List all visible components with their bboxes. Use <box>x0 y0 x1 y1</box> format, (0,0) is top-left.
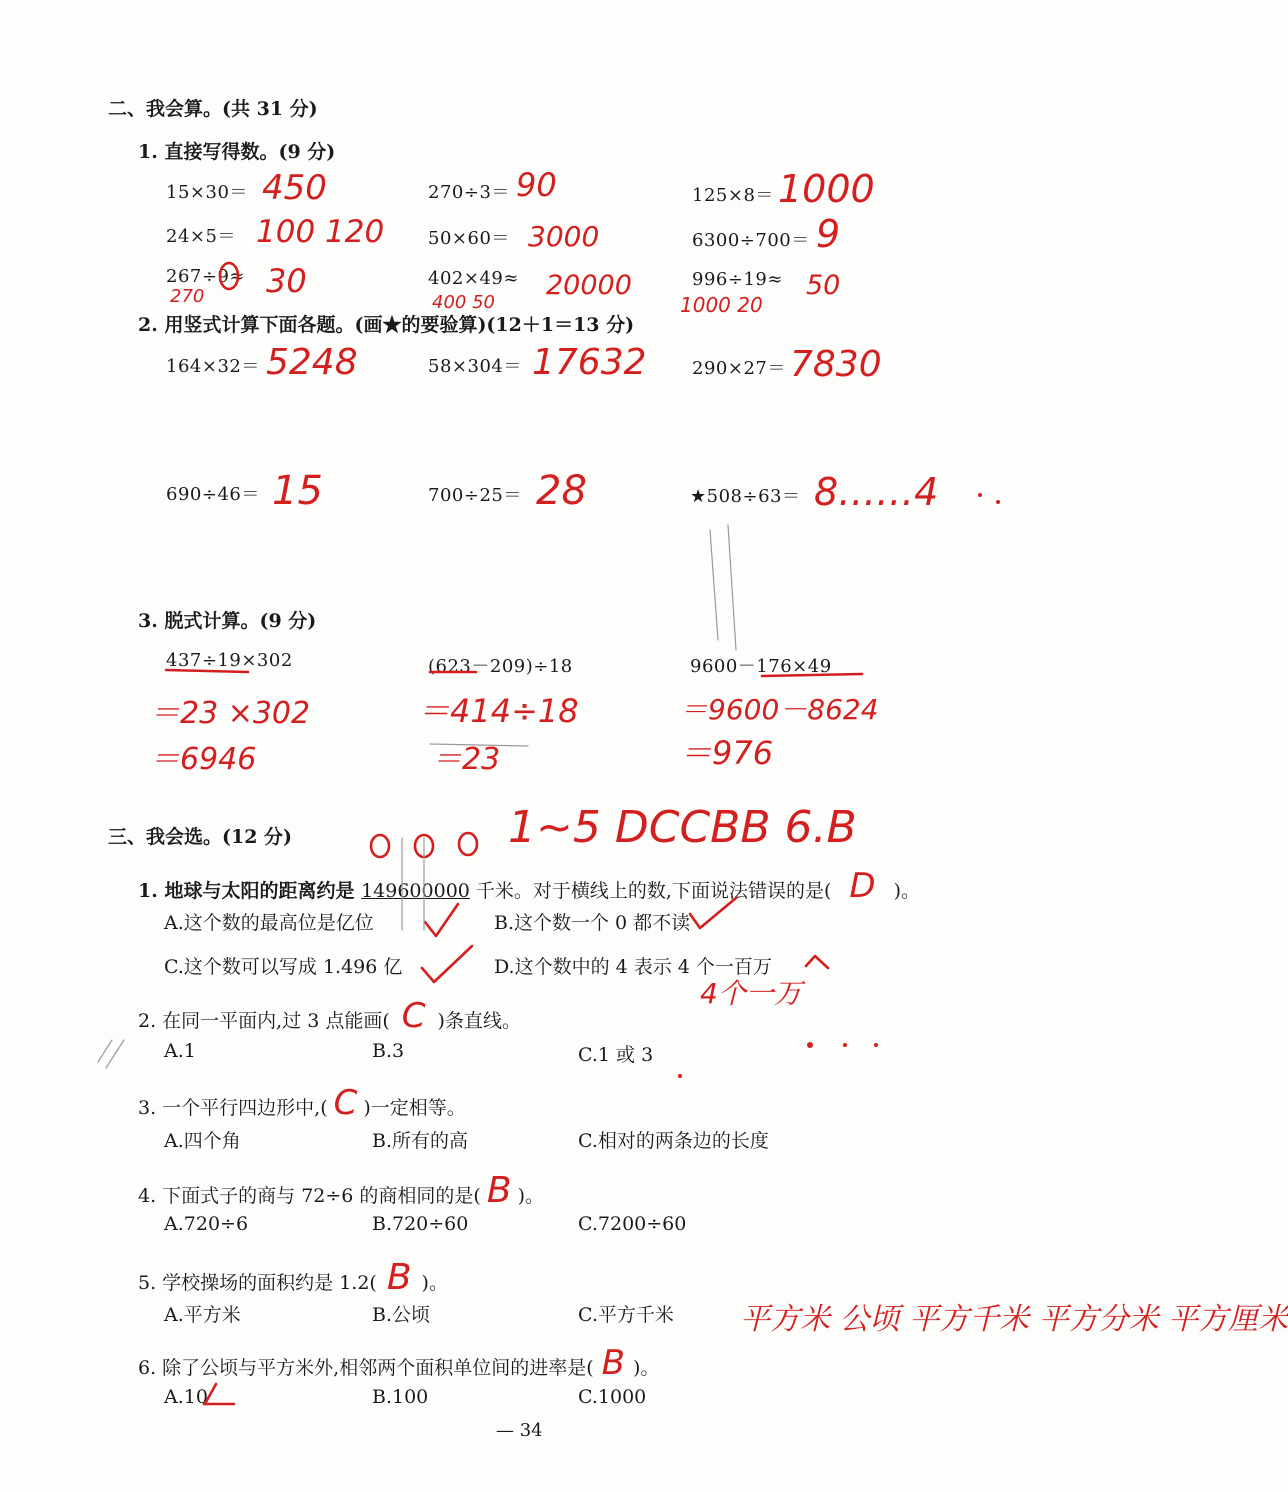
expression: 50×60＝ <box>428 228 510 249</box>
expression: 9600－176×49 <box>690 656 832 677</box>
choice-question: 5. 学校操场的面积约是 1.2( B )。 <box>138 1257 448 1298</box>
handwritten-note: 平方米 公顷 平方千米 平方分米 平方厘米 <box>740 1302 1288 1337</box>
choice-question: 4. 下面式子的商与 72÷6 的商相同的是( B )。 <box>138 1170 544 1211</box>
option: B.720÷60 <box>372 1213 469 1235</box>
option: C.这个数可以写成 1.496 亿 <box>164 956 403 978</box>
handwritten-answer: 7830 <box>790 344 882 385</box>
handwritten-answer: 30 <box>266 262 307 300</box>
page-number: — 34 <box>496 1420 543 1441</box>
pencil-line <box>98 1040 112 1062</box>
handwritten-step: ＝976 <box>680 734 774 772</box>
handwritten-note: 4个一万 <box>700 977 802 1010</box>
handwritten-choice: C <box>333 1083 358 1123</box>
handwritten-answer: 50 <box>806 270 841 301</box>
question-3-title: 3. 脱式计算。(9 分) <box>138 610 317 632</box>
expression: 6300÷700＝ <box>692 230 810 251</box>
option: B.3 <box>372 1040 405 1062</box>
handwritten-answer: 15 <box>272 468 323 514</box>
option: A.四个角 <box>164 1130 241 1152</box>
handwritten-note: 270 <box>170 286 205 307</box>
expression: 58×304＝ <box>428 356 522 377</box>
option: B.这个数一个 0 都不读 <box>494 912 691 934</box>
expression: 15×30＝ <box>166 182 248 203</box>
ink-dot <box>807 1042 813 1048</box>
option: B.公顷 <box>372 1304 431 1326</box>
caret-mark <box>806 956 828 968</box>
handwritten-answer: 100 120 <box>256 214 385 250</box>
ink-dot <box>978 493 982 497</box>
handwritten-step: ＝6946 <box>150 742 257 777</box>
handwritten-answer: 5248 <box>266 342 358 383</box>
option: A.1 <box>164 1040 196 1062</box>
expression: 996÷19≈ <box>692 269 783 290</box>
option: A.这个数的最高位是亿位 <box>164 912 374 934</box>
expression: 164×32＝ <box>166 356 260 377</box>
expression: 267÷9≈ <box>166 266 245 287</box>
choice-question: 6. 除了公顷与平方米外,相邻两个面积单位间的进率是( B )。 <box>138 1343 660 1383</box>
handwritten-answer: 1000 <box>778 167 875 211</box>
handwritten-choice: B <box>486 1170 512 1211</box>
pencil-line <box>106 1040 124 1068</box>
circle-mark <box>459 833 477 855</box>
section-2-title: 二、我会算。(共 31 分) <box>108 98 318 120</box>
handwritten-answer: 28 <box>536 468 587 514</box>
expression: 125×8＝ <box>692 185 774 206</box>
handwritten-step: ＝9600－8624 <box>680 693 879 726</box>
handwritten-note: 400 50 <box>432 292 495 313</box>
handwritten-step: ＝414÷18 <box>418 692 579 730</box>
check-mark <box>425 904 458 936</box>
handwritten-answer: 3000 <box>528 220 600 253</box>
option: A.平方米 <box>164 1304 241 1326</box>
handwritten-answer: 20000 <box>546 270 632 301</box>
handwritten-answer: 9 <box>816 212 841 256</box>
handwritten-answer: 17632 <box>532 342 647 383</box>
handwritten-answer: 8……4 <box>814 470 939 514</box>
option: A.720÷6 <box>164 1213 249 1235</box>
expression: 437÷19×302 <box>166 650 293 671</box>
option: B.所有的高 <box>372 1130 469 1152</box>
option: B.100 <box>372 1386 429 1408</box>
handwritten-answer-key: 1~5 DCCBB 6.B <box>508 802 857 853</box>
ink-dot <box>843 1043 847 1047</box>
expression: 700÷25＝ <box>428 485 522 506</box>
check-mark <box>204 1384 234 1404</box>
handwritten-step: ＝23 <box>432 742 501 777</box>
pencil-line <box>728 525 736 650</box>
ink-dot <box>996 500 1000 504</box>
section-3-title: 三、我会选。(12 分) <box>108 826 293 848</box>
handwritten-choice: B <box>386 1257 412 1298</box>
expression: 690÷46＝ <box>166 484 260 505</box>
circle-mark <box>371 835 389 857</box>
option: C.1000 <box>578 1386 647 1408</box>
expression: 24×5＝ <box>166 226 236 247</box>
handwritten-answer: 90 <box>516 166 557 204</box>
ink-dot <box>678 1074 682 1078</box>
check-mark <box>422 946 472 982</box>
pencil-line <box>710 530 718 640</box>
choice-question: 2. 在同一平面内,过 3 点能画( C )条直线。 <box>138 996 521 1036</box>
choice-question: 1. 地球与太阳的距离约是 149600000 千米。对于横线上的数,下面说法错误的是( D )。 <box>138 866 920 906</box>
question-2-title: 2. 用竖式计算下面各题。(画★的要验算)(12＋1＝13 分) <box>138 314 635 336</box>
handwritten-choice: C <box>401 996 426 1036</box>
choice-question: 3. 一个平行四边形中,( C )一定相等。 <box>138 1083 466 1123</box>
question-1-title: 1. 直接写得数。(9 分) <box>138 141 336 163</box>
handwritten-answer: 450 <box>262 168 327 208</box>
ink-dot <box>874 1043 878 1047</box>
expression: 290×27＝ <box>692 358 786 379</box>
expression: 402×49≈ <box>428 268 519 289</box>
handwritten-choice: B <box>601 1343 625 1383</box>
expression: 270÷3＝ <box>428 182 510 203</box>
option: D.这个数中的 4 表示 4 个一百万 <box>494 956 772 978</box>
option: C.1 或 3 <box>578 1044 654 1066</box>
handwritten-choice: D <box>849 866 876 906</box>
option: C.7200÷60 <box>578 1213 687 1235</box>
expression: (623－209)÷18 <box>428 656 573 677</box>
expression: ★508÷63＝ <box>690 486 801 507</box>
handwritten-note: 1000 20 <box>680 293 763 317</box>
handwritten-step: ＝23 ×302 <box>150 696 311 731</box>
option: C.相对的两条边的长度 <box>578 1130 769 1152</box>
circle-mark <box>415 835 433 857</box>
option: C.平方千米 <box>578 1304 674 1326</box>
option: A.10 <box>164 1386 208 1408</box>
